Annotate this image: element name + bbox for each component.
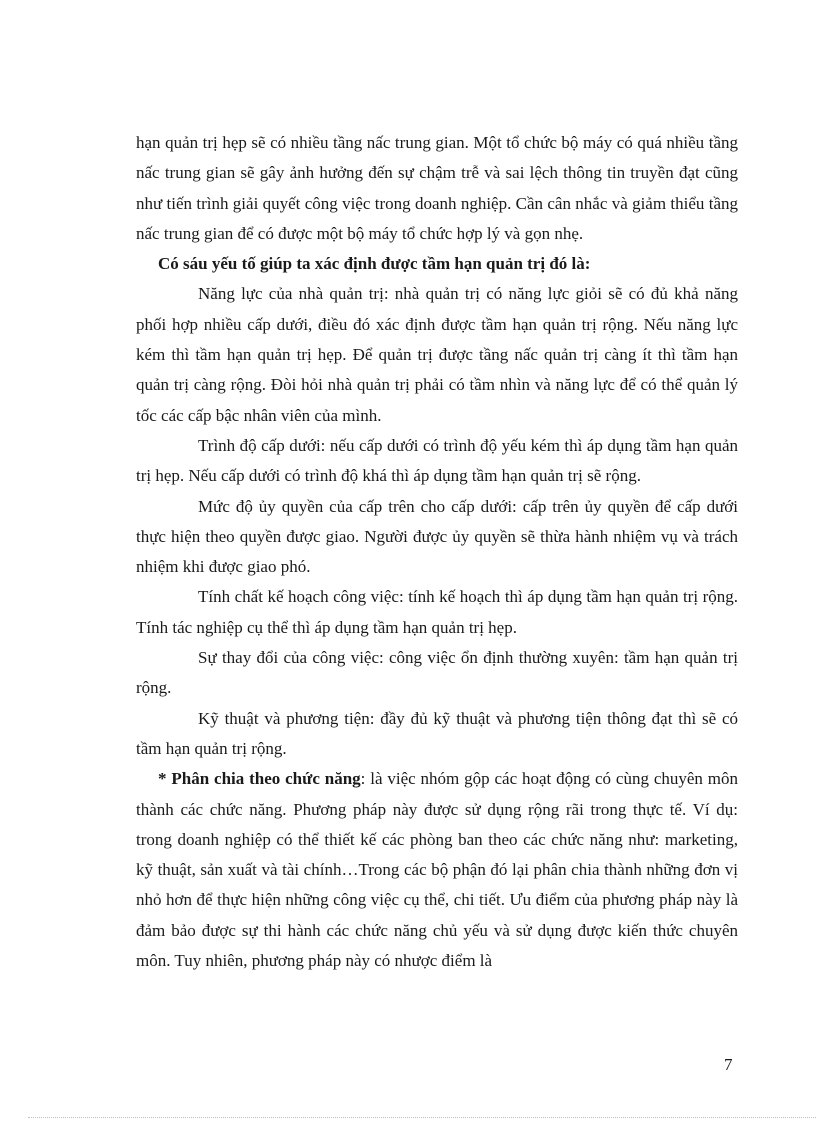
page-bottom-divider bbox=[28, 1117, 816, 1118]
functional-division-text: : là việc nhóm gộp các hoạt động có cùng chuyên môn thành các chức năng. Phương pháp này được sử dụng rộng rãi trong thực tế. Ví dụ: trong doanh nghiệp có thể thiết kế các phòng ban theo các chức năng như: marketing, kỹ thuật, sản xuất và tài chính…Trong các bộ phận đó lại phân chia thành những đơn vị nhỏ hơn để thực hiện những công việc cụ thể, chi tiết. Ưu điểm của phương pháp này là đảm bảo được sự thi hành các chức năng chủ yếu và sử dụng được kiến thức chuyên môn. Tuy nhiên, phương pháp này có nhược điểm là bbox=[136, 769, 738, 971]
paragraph-factors-heading: Có sáu yếu tố giúp ta xác định được tầm hạn quản trị đó là: bbox=[158, 254, 591, 274]
paragraph-work-planning: Tính chất kế hoạch công việc: tính kế hoạch thì áp dụng tầm hạn quản trị rộng. Tính tác nghiệp cụ thể thì áp dụng tầm hạn quản trị hẹp. bbox=[136, 587, 738, 637]
functional-division-heading: * Phân chia theo chức năng bbox=[158, 769, 361, 789]
paragraph-functional-division bbox=[136, 764, 738, 976]
page-number: 7 bbox=[724, 1055, 733, 1074]
paragraph-delegation: Mức độ ủy quyền của cấp trên cho cấp dưới: cấp trên ủy quyền để cấp dưới thực hiện theo quyền được giao. Người được ủy quyền sẽ thừa hành nhiệm vụ và trách nhiệm khi được giao phó. bbox=[136, 496, 738, 577]
paragraph-manager-capability: Năng lực của nhà quản trị: nhà quản trị có năng lực giỏi sẽ có đủ khả năng phối hợp nhiều cấp dưới, điều đó xác định được tầm hạn quản trị rộng. Nếu năng lực kém thì tầm hạn quản trị hẹp. Để quản trị được tầng nấc quản trị càng ít thì tầm hạn quản trị càng rộng. Đòi hỏi nhà quản trị phải có tầm nhìn và năng lực để có thể quản lý tốc các cấp bậc nhân viên của mình. bbox=[136, 284, 738, 425]
paragraph-technique: Kỹ thuật và phương tiện: đầy đủ kỹ thuật và phương tiện thông đạt thì sẽ có tầm hạn quản trị rộng. bbox=[136, 708, 738, 758]
paragraph-subordinate-level: Trình độ cấp dưới: nếu cấp dưới có trình độ yếu kém thì áp dụng tầm hạn quản trị hẹp. Nếu cấp dưới có trình độ khá thì áp dụng tầm hạn quản trị sẽ rộng. bbox=[136, 435, 738, 486]
paragraph-intro: hạn quản trị hẹp sẽ có nhiều tầng nấc trung gian. Một tổ chức bộ máy có quá nhiều tầng nấc trung gian sẽ gây ảnh hưởng đến sự chậm trễ và sai lệch thông tin truyền đạt cũng như tiến trình giải quyết công việc trong doanh nghiệp. Cần cân nhắc và giảm thiểu tầng nấc trung gian để có được một bộ máy tổ chức hợp lý và gọn nhẹ. bbox=[136, 133, 738, 243]
paragraph-work-change: Sự thay đổi của công việc: công việc ổn định thường xuyên: tầm hạn quản trị rộng. bbox=[136, 648, 738, 698]
document-body bbox=[136, 128, 738, 976]
